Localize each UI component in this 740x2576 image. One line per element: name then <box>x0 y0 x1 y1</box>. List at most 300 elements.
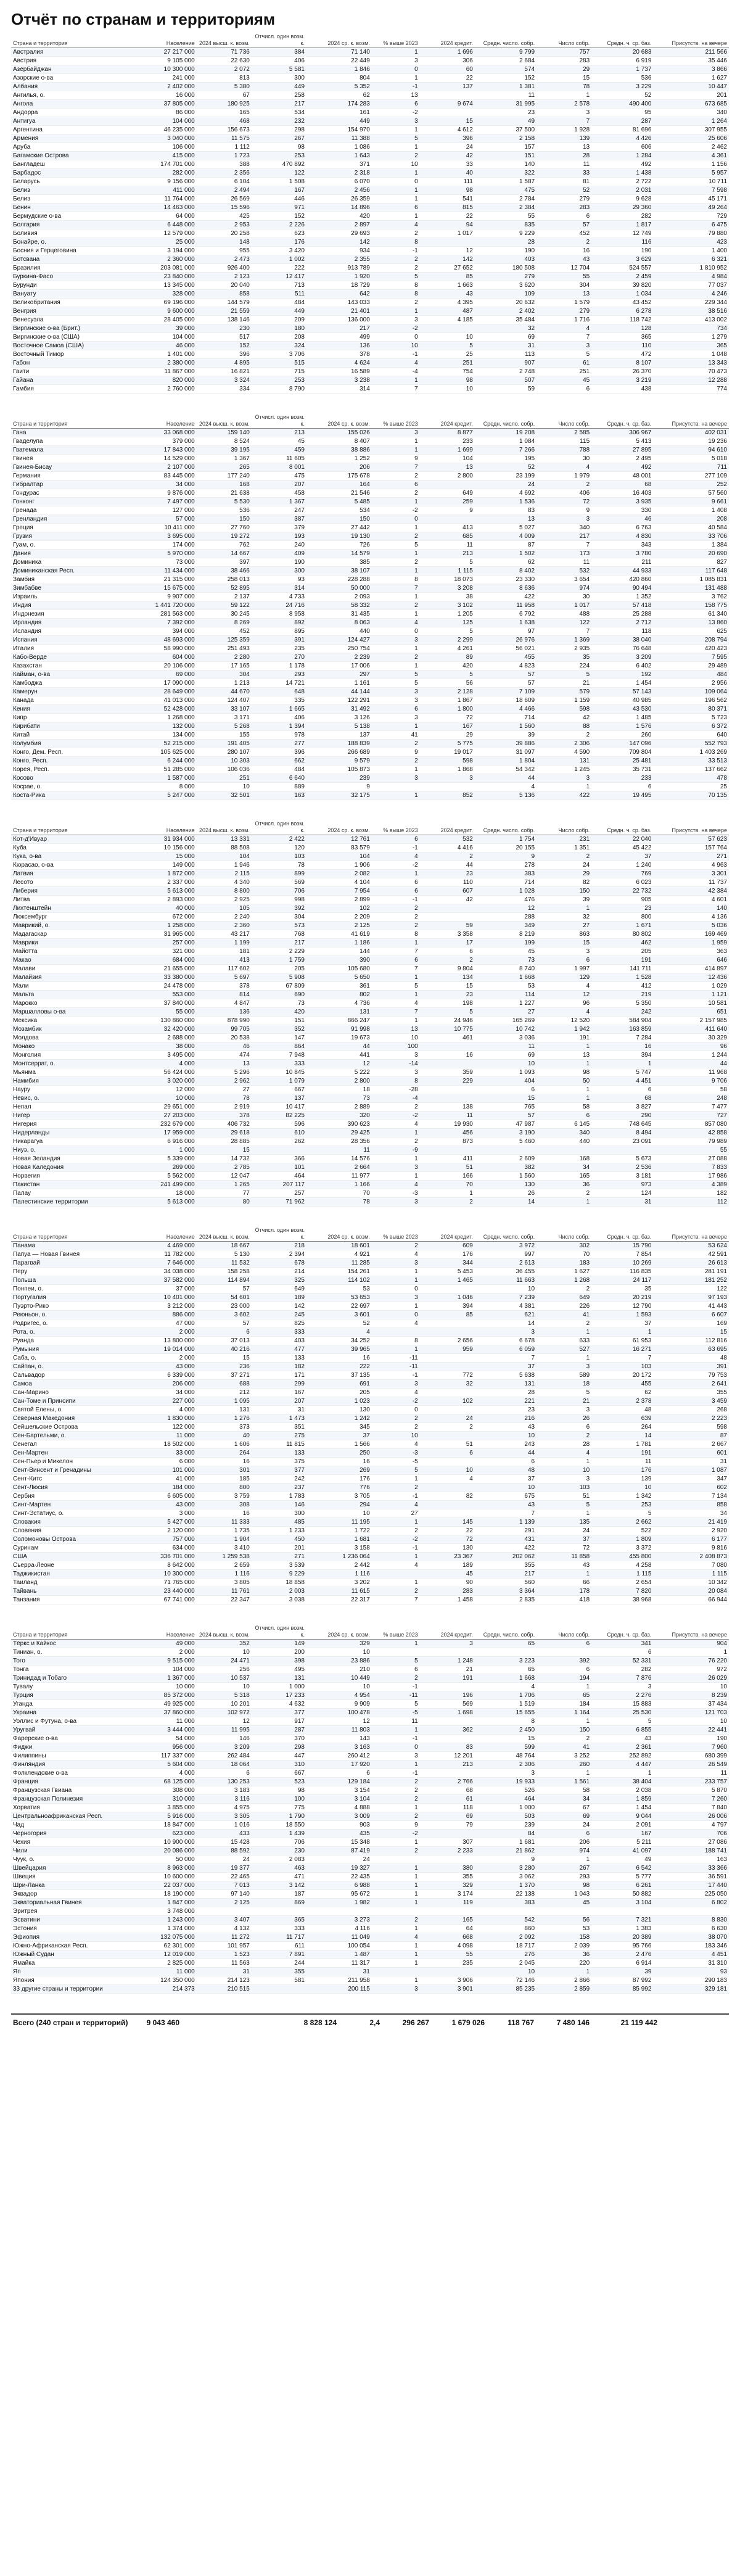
table-cell: 5 <box>420 342 475 350</box>
table-row <box>11 1795 729 1804</box>
table-cell: 2 656 <box>420 1337 475 1345</box>
table-cell: 24 946 <box>420 1017 475 1025</box>
table-cell: 302 <box>536 1242 591 1250</box>
table-cell: 41 013 000 <box>142 696 197 705</box>
table-cell: 201 <box>252 1544 306 1553</box>
country-name: Албания <box>11 83 142 91</box>
table-cell: 235 <box>420 1959 475 1968</box>
table-cell: 463 <box>252 1864 306 1873</box>
table-cell: 209 <box>252 316 306 324</box>
table-cell: 183 <box>536 1259 591 1268</box>
table-cell: 1 <box>536 1198 591 1207</box>
country-name: Австралия <box>11 48 142 57</box>
table-cell: 6 <box>420 1449 475 1458</box>
country-name: Аргентина <box>11 126 142 134</box>
table-cell: 49 264 <box>653 204 729 212</box>
table-cell: 3 <box>591 1683 653 1691</box>
table-cell: 3 181 <box>591 1172 653 1181</box>
table-cell: 640 <box>653 731 729 740</box>
table-cell: 282 <box>591 212 653 221</box>
table-cell: 553 000 <box>142 991 197 999</box>
table-cell: 813 <box>197 74 252 83</box>
table-cell: 6 <box>536 1112 591 1120</box>
table-cell: 277 <box>252 740 306 748</box>
country-name: Панама <box>11 1242 142 1250</box>
table-cell: 1 115 <box>420 567 475 576</box>
table-row <box>11 1735 729 1743</box>
table-cell: 2 <box>536 1432 591 1440</box>
table-row <box>11 1501 729 1509</box>
table-cell: 135 <box>536 1518 591 1527</box>
table-cell: 4 954 <box>306 1691 372 1700</box>
table-cell: 1 079 <box>252 1077 306 1086</box>
table-cell: 79 <box>420 1821 475 1830</box>
table-cell: 205 <box>252 965 306 973</box>
table-cell: 3 104 <box>591 1899 653 1907</box>
table-cell: 7 <box>536 627 591 636</box>
table-cell: 522 <box>591 1527 653 1535</box>
table-cell: 8 <box>372 281 420 290</box>
table-cell: 1 560 <box>475 722 536 731</box>
table-cell: 1 <box>591 1769 653 1778</box>
table-cell: 38 000 <box>142 1042 197 1051</box>
country-name: Нигер <box>11 1112 142 1120</box>
table-cell: 22 138 <box>475 1890 536 1899</box>
table-cell: 2 <box>372 740 420 748</box>
table-cell: 5 <box>420 1008 475 1017</box>
table-cell: 1 722 <box>306 1527 372 1535</box>
table-cell: 61 <box>536 359 591 368</box>
table-cell: 4 <box>306 1328 372 1337</box>
table-cell: 114 <box>475 991 536 999</box>
table-cell: 1 519 <box>475 1700 536 1709</box>
table-cell: 5 427 000 <box>142 1518 197 1527</box>
table-cell: 25 000 <box>142 238 197 247</box>
table-cell: 2 <box>372 1527 420 1535</box>
table-cell: 304 <box>252 913 306 922</box>
table-cell: 6 <box>372 100 420 109</box>
table-cell: 0 <box>372 333 420 342</box>
table-cell: 6 <box>536 212 591 221</box>
table-row <box>11 1302 729 1311</box>
table-cell: 116 835 <box>591 1268 653 1276</box>
table-cell: 4 451 <box>653 1951 729 1959</box>
table-cell <box>420 1094 475 1103</box>
table-cell: 6 <box>372 956 420 965</box>
country-name: Танзания <box>11 1596 142 1604</box>
table-cell: 276 <box>475 1951 536 1959</box>
country-name: Пакистан <box>11 1181 142 1189</box>
table-cell: 678 <box>252 1259 306 1268</box>
table-cell: 94 <box>420 221 475 229</box>
table-cell: 55 <box>653 1146 729 1155</box>
table-row <box>11 1363 729 1371</box>
table-cell: 49 <box>475 117 536 126</box>
table-cell: 89 <box>420 653 475 662</box>
country-name: Германия <box>11 472 142 481</box>
column-header: Средн. число. собр. <box>475 413 536 429</box>
table-cell: 1 178 <box>252 662 306 671</box>
table-cell: 104 000 <box>142 333 197 342</box>
table-cell: 959 <box>420 1345 475 1354</box>
table-cell: 579 <box>536 688 591 696</box>
country-name: Фолклендские о-ва <box>11 1769 142 1778</box>
table-cell: 455 800 <box>591 1553 653 1561</box>
table-cell: 213 <box>420 1761 475 1769</box>
table-cell: 804 <box>306 74 372 83</box>
table-cell: 1 093 <box>475 1068 536 1077</box>
table-cell: -2 <box>372 109 420 117</box>
table-cell: 487 <box>420 307 475 316</box>
table-row <box>11 100 729 109</box>
country-name: Гондурас <box>11 489 142 498</box>
country-name: Сент-Винсент и Гренадины <box>11 1466 142 1475</box>
table-cell: 98 <box>420 186 475 195</box>
table-cell: 858 <box>653 1501 729 1509</box>
table-row <box>11 1640 729 1648</box>
table-cell: 283 <box>536 57 591 65</box>
country-name: Бенин <box>11 204 142 212</box>
table-cell: 217 <box>475 1570 536 1579</box>
table-cell: 6 919 <box>591 57 653 65</box>
table-cell: 3 000 <box>142 1509 197 1518</box>
table-cell: 10 742 <box>475 1025 536 1034</box>
table-cell: 22 449 <box>306 57 372 65</box>
table-cell: 569 <box>420 1700 475 1709</box>
table-cell: 5 268 <box>197 722 252 731</box>
table-cell: 206 <box>536 1838 591 1847</box>
table-cell: 10 <box>306 1509 372 1518</box>
table-cell: 120 <box>252 844 306 852</box>
table-cell: 115 <box>536 437 591 446</box>
total-population: 9 043 460 <box>146 2018 179 2027</box>
table-row <box>11 1761 729 1769</box>
table-row <box>11 1432 729 1440</box>
table-cell: 9 105 000 <box>142 57 197 65</box>
table-row <box>11 662 729 671</box>
table-cell: 16 271 <box>591 1345 653 1354</box>
table-cell: 768 <box>252 930 306 939</box>
table-cell: 1 <box>536 1968 591 1976</box>
table-cell: 19 327 <box>306 1864 372 1873</box>
table-cell: 2 459 <box>591 273 653 281</box>
column-header: Страна и территория <box>11 1624 142 1640</box>
table-cell: 8 <box>372 290 420 299</box>
table-cell: 2 422 <box>252 835 306 844</box>
table-cell: 41 <box>372 731 420 740</box>
table-cell: 8 494 <box>591 1129 653 1137</box>
table-cell: 61 340 <box>653 610 729 619</box>
table-cell: 4 830 <box>591 532 653 541</box>
table-cell: 691 <box>306 1380 372 1389</box>
column-header: Присутств. на вечере <box>653 1624 729 1640</box>
table-cell: 1 186 <box>306 939 372 947</box>
table-cell: 109 <box>475 290 536 299</box>
table-cell: 363 <box>653 947 729 956</box>
table-cell: 27 203 000 <box>142 1112 197 1120</box>
country-name: Сальвадор <box>11 1371 142 1380</box>
table-cell: 124 350 000 <box>142 1976 197 1985</box>
table-cell: 6 802 <box>653 1899 729 1907</box>
table-cell: 38 <box>420 593 475 601</box>
table-cell: 150 <box>306 515 372 524</box>
table-cell: 15 596 <box>197 204 252 212</box>
table-cell: 10 201 <box>197 1700 252 1709</box>
table-cell: 130 253 <box>197 1778 252 1786</box>
column-header: Число собр. <box>536 1226 591 1242</box>
table-cell: 70 <box>420 1181 475 1189</box>
table-cell <box>536 1146 591 1155</box>
table-cell: 352 <box>252 1025 306 1034</box>
table-cell: 149 <box>252 1640 306 1648</box>
table-cell: 310 <box>252 1761 306 1769</box>
table-cell: 110 <box>420 878 475 887</box>
country-name: Чуук, о. <box>11 1856 142 1864</box>
table-cell: 1 <box>372 722 420 731</box>
table-cell: 11 272 <box>197 1933 252 1942</box>
table-cell: 57 <box>475 679 536 688</box>
table-cell: 257 000 <box>142 939 197 947</box>
table-cell: 78 <box>306 1198 372 1207</box>
table-cell: 484 <box>653 671 729 679</box>
table-cell: 1 043 <box>536 1890 591 1899</box>
table-cell: 23 <box>475 1406 536 1414</box>
table-cell: 1 369 <box>536 636 591 645</box>
table-cell: 53 <box>306 1285 372 1294</box>
table-cell: 72 <box>420 714 475 722</box>
table-cell: 23 <box>420 991 475 999</box>
table-cell: 124 407 <box>197 696 252 705</box>
table-cell: 1 <box>372 446 420 455</box>
table-cell: -11 <box>372 1354 420 1363</box>
table-cell: 6 104 <box>197 178 252 186</box>
table-cell: 178 <box>536 1587 591 1596</box>
table-cell: 14 529 000 <box>142 455 197 463</box>
table-cell: 214 123 <box>197 1976 252 1985</box>
table-cell: 2 093 <box>306 593 372 601</box>
country-name: Кения <box>11 705 142 714</box>
table-cell: 208 <box>653 515 729 524</box>
table-cell: 180 508 <box>475 264 536 273</box>
table-row <box>11 1008 729 1017</box>
table-row <box>11 973 729 982</box>
country-name: Буркина-Фасо <box>11 273 142 281</box>
table-cell: 471 <box>252 1873 306 1881</box>
table-cell: 10 <box>372 1432 420 1440</box>
table-cell: 236 <box>197 1363 252 1371</box>
table-cell <box>420 1363 475 1371</box>
table-cell: 375 <box>252 1458 306 1466</box>
table-cell: 167 <box>591 1830 653 1838</box>
table-cell: 3 171 <box>197 714 252 722</box>
table-cell: 28 356 <box>306 1137 372 1146</box>
table-cell: 148 <box>197 238 252 247</box>
table-cell: 411 000 <box>142 186 197 195</box>
table-cell <box>420 1146 475 1155</box>
table-cell: 800 <box>197 1484 252 1492</box>
table-cell: 262 <box>252 1137 306 1146</box>
table-cell: 5 <box>591 1717 653 1726</box>
table-cell: 646 <box>653 956 729 965</box>
table-cell: 81 <box>536 178 591 186</box>
table-cell: 7 <box>591 1354 653 1363</box>
table-cell: 2 <box>420 1198 475 1207</box>
table-cell: 3 <box>420 1640 475 1648</box>
table-cell: 165 <box>420 1916 475 1925</box>
table-cell: 1 <box>372 1017 420 1025</box>
table-cell: 55 <box>475 212 536 221</box>
table-cell: 6 448 000 <box>142 221 197 229</box>
table-cell: 196 <box>420 1691 475 1700</box>
table-cell: 4 601 <box>653 896 729 904</box>
table-cell: 137 <box>306 731 372 740</box>
table-cell: 49 <box>591 1856 653 1864</box>
country-name: Гибралтар <box>11 481 142 489</box>
table-row <box>11 1570 729 1579</box>
total-col-2 <box>179 2018 229 2027</box>
table-cell: 11 737 <box>653 878 729 887</box>
table-cell: 33 <box>536 169 591 178</box>
table-row <box>11 965 729 973</box>
column-header: 2024 ср. к. возм. <box>306 33 372 48</box>
table-cell: 5 775 <box>420 740 475 748</box>
table-cell: 16 <box>197 1458 252 1466</box>
table-cell: 26 370 <box>591 368 653 376</box>
table-cell: 589 <box>536 1371 591 1380</box>
table-cell: -4 <box>372 1094 420 1103</box>
table-cell: 27 760 <box>197 524 252 532</box>
table-cell: 95 672 <box>306 1890 372 1899</box>
table-cell: 4 <box>536 324 591 333</box>
table-cell: 245 <box>252 1311 306 1319</box>
table-cell: 32 <box>420 1380 475 1389</box>
table-cell: 685 <box>420 532 475 541</box>
table-cell: 11 <box>536 160 591 169</box>
table-cell: 11 <box>653 1769 729 1778</box>
table-cell: 5 <box>372 134 420 143</box>
table-cell: 1 <box>372 791 420 800</box>
table-cell: 396 <box>197 350 252 359</box>
table-cell: 814 <box>197 991 252 999</box>
country-name: Белиз <box>11 186 142 195</box>
table-cell: 403 <box>475 255 536 264</box>
table-cell: 397 <box>197 558 252 567</box>
table-cell: 20 219 <box>591 1294 653 1302</box>
column-header: % выше 2023 <box>372 820 420 835</box>
table-cell: 129 <box>536 973 591 982</box>
table-cell: 394 000 <box>142 627 197 636</box>
table-cell: 7 <box>475 1354 536 1363</box>
table-cell: 56 021 <box>475 645 536 653</box>
table-cell: 68 125 000 <box>142 1778 197 1786</box>
table-cell: 3 280 <box>475 1864 536 1873</box>
table-cell: 50 000 <box>306 584 372 593</box>
table-row <box>11 1294 729 1302</box>
total-congregations: 118 767 <box>508 2018 534 2027</box>
table-cell: 380 <box>420 1864 475 1873</box>
table-cell: 17 986 <box>653 1172 729 1181</box>
table-cell: 3 301 <box>653 870 729 878</box>
table-cell: 38 516 <box>653 307 729 316</box>
country-name: Тринидад и Тобаго <box>11 1674 142 1683</box>
table-cell: 711 <box>653 463 729 472</box>
column-header: 2024 кредит. <box>420 1226 475 1242</box>
column-header: 2024 кредит. <box>420 820 475 835</box>
table-cell: 12 019 000 <box>142 1951 197 1959</box>
table-cell: 152 <box>475 74 536 83</box>
table-cell: 8 407 <box>306 437 372 446</box>
table-row <box>11 1242 729 1250</box>
table-cell: -1 <box>372 1371 420 1380</box>
table-cell: 607 <box>420 887 475 896</box>
table-row <box>11 1146 729 1155</box>
table-cell: 9 044 <box>591 1812 653 1821</box>
table-cell: 195 <box>475 455 536 463</box>
table-cell: 11 815 <box>252 1440 306 1449</box>
table-cell: 30 <box>536 593 591 601</box>
table-cell: 772 <box>420 1371 475 1380</box>
table-cell: 1 508 <box>252 178 306 186</box>
table-cell: 46 <box>591 515 653 524</box>
table-row <box>11 783 729 791</box>
table-cell: 33 068 000 <box>142 429 197 437</box>
country-name: Сент-Китс <box>11 1475 142 1484</box>
table-cell: 2 925 <box>197 896 252 904</box>
table-cell: 2 919 <box>197 1103 252 1112</box>
table-cell: 22 040 <box>591 835 653 844</box>
table-cell: 1 156 <box>653 160 729 169</box>
table-cell: 5 350 <box>591 999 653 1008</box>
table-cell: 1 <box>536 1683 591 1691</box>
table-cell: 98 <box>420 376 475 385</box>
table-cell: 19 930 <box>420 1120 475 1129</box>
table-cell: 955 <box>197 247 252 255</box>
table-cell: 2 920 <box>653 1527 729 1535</box>
table-cell: 4 612 <box>420 126 475 134</box>
table-cell: 1 735 <box>197 1527 252 1535</box>
table-cell: 39 <box>591 1968 653 1976</box>
table-cell: 31 <box>653 1458 729 1466</box>
table-row <box>11 1345 729 1354</box>
table-row <box>11 636 729 645</box>
table-cell: 3 104 <box>306 1795 372 1804</box>
table-cell: 409 <box>252 550 306 558</box>
table-cell: 2 897 <box>306 221 372 229</box>
table-cell: 164 <box>306 481 372 489</box>
table-cell: 4 <box>536 1449 591 1458</box>
table-cell: 20 172 <box>591 1371 653 1380</box>
table-cell: 378 <box>197 982 252 991</box>
table-cell: 12 <box>536 991 591 999</box>
table-cell: 3 410 <box>197 1544 252 1553</box>
table-cell: 1 116 <box>306 1570 372 1579</box>
table-cell: 22 441 <box>653 1726 729 1735</box>
table-cell: 1 809 <box>591 1535 653 1544</box>
total-studies: 7 480 146 <box>556 2018 590 2027</box>
country-name: Китай <box>11 731 142 740</box>
table-cell: 3 <box>372 636 420 645</box>
table-cell: -1 <box>372 1544 420 1553</box>
table-cell: 611 <box>252 1942 306 1951</box>
table-row <box>11 1042 729 1051</box>
table-cell: 51 <box>536 1492 591 1501</box>
table-cell: 28 <box>475 1389 536 1397</box>
table-cell: 1 <box>536 1060 591 1068</box>
country-name: Доминиканская Респ. <box>11 567 142 576</box>
table-cell: 1 <box>372 593 420 601</box>
table-cell <box>653 1907 729 1916</box>
table-cell: 438 <box>591 385 653 394</box>
